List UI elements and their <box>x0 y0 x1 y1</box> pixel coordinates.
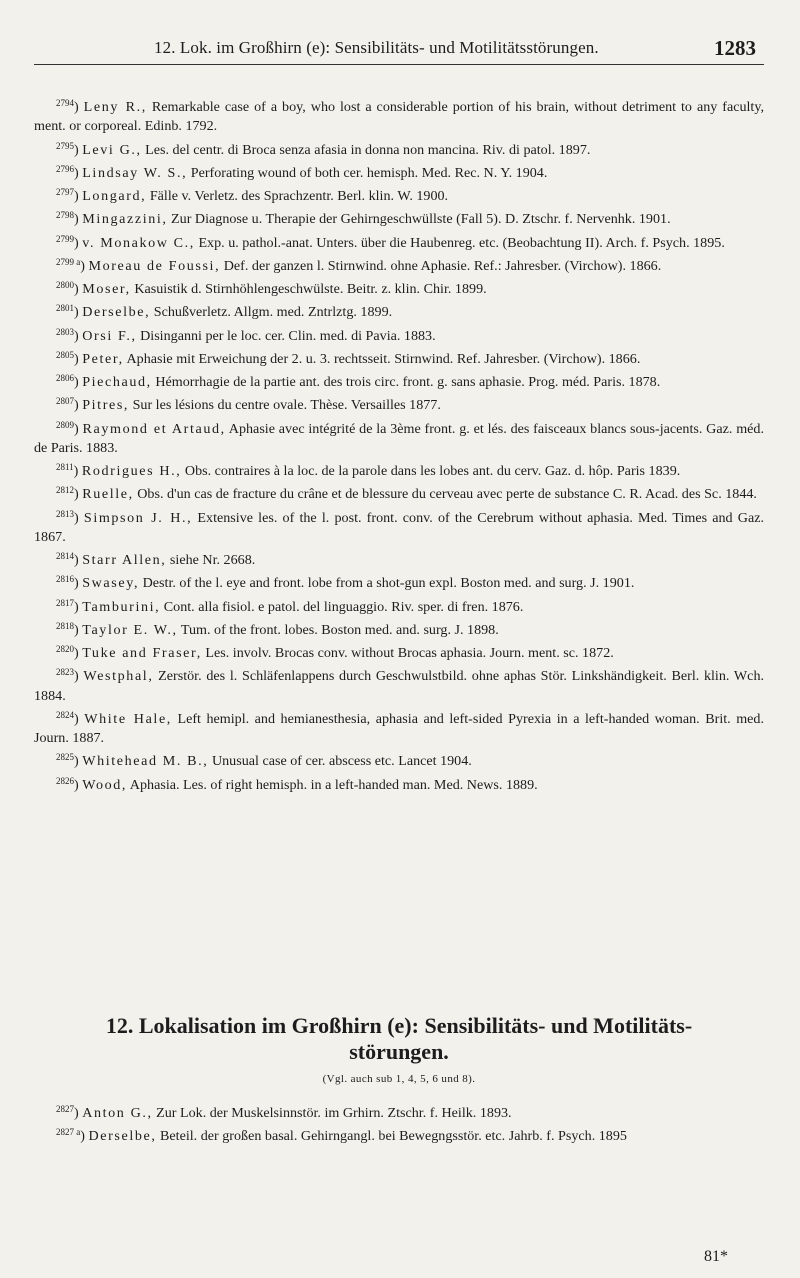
bibliography-entry <box>34 253 764 276</box>
entry-citation: Schußverletz. Allgm. med. Zntrlztg. 1899. <box>150 304 393 321</box>
entry-citation: Destr. of the l. eye and front. lobe from a shot-gun expl. Boston med. and surg. J. 1901. <box>139 575 635 592</box>
entry-number-paren: ) <box>74 188 83 204</box>
entry-citation: Zur Diagnose u. Therapie der Gehirngeschwüllste (Fall 5). D. Ztschr. f. Nervenhk. 1901. <box>167 211 671 228</box>
entry-number-paren: ) <box>74 304 83 321</box>
entry-citation: Extensive les. of the l. post. front. conv. of the Cerebrum without aphasia. Med. Times and Gaz. 1867. <box>34 509 764 545</box>
entry-number-paren: ) <box>74 776 83 793</box>
entry-author: Rodrigues H., <box>81 463 182 479</box>
entry-citation: Cont. alla fisiol. e patol. del linguaggio. Riv. sper. di fren. 1876. <box>160 598 524 615</box>
entry-number-paren: ) <box>74 99 84 115</box>
entry-number: 2809 <box>56 419 74 430</box>
entry-number: 2794 <box>56 98 74 108</box>
entry-author: Raymond et Artaud, <box>82 420 226 437</box>
entry-number: 2796 <box>56 163 74 174</box>
page-number: 1283 <box>714 36 756 60</box>
bibliography-entry <box>34 369 764 392</box>
bibliography-list-section-12 <box>34 1100 764 1147</box>
entry-author: Leny R., <box>83 99 147 115</box>
entry-author: Simpson J. H., <box>83 509 193 526</box>
entry-citation: Aphasia. Les. of right hemisph. in a left-handed man. Med. News. 1889. <box>127 776 538 793</box>
bibliography-entry <box>34 137 764 160</box>
entry-number: 2827 <box>56 1104 74 1114</box>
entry-citation: Obs. contraires à la loc. de la parole dans les lobes ant. du cerv. Gaz. d. hôp. Paris 1839. <box>181 463 681 479</box>
entry-number: 2803 <box>56 326 74 337</box>
entry-number: 2797 <box>56 187 74 197</box>
entry-citation: Hémorrhagie de la partie ant. des trois circ. front. g. sans aphasie. Prog. méd. Paris. 1878. <box>151 374 661 390</box>
entry-author: Derselbe, <box>82 304 151 321</box>
bibliography-entry <box>34 346 764 369</box>
entry-author: Moreau de Foussi, <box>88 257 221 274</box>
entry-citation: Sur les lésions du centre ovale. Thèse. Versailles 1877. <box>129 397 441 414</box>
entry-number: 2805 <box>56 349 74 360</box>
entry-author: Derselbe, <box>88 1128 157 1145</box>
entry-number: 2806 <box>56 373 74 383</box>
entry-author: Orsi F., <box>82 327 137 344</box>
entry-number: 2795 <box>56 140 74 151</box>
running-header <box>34 36 764 62</box>
bibliography-entry <box>34 748 764 771</box>
bibliography-entry <box>34 416 764 459</box>
bibliography-entry <box>34 570 764 593</box>
entry-number: 2814 <box>56 551 74 561</box>
bibliography-entry <box>34 481 764 504</box>
bibliography-entry <box>34 640 764 663</box>
entry-author: Levi G., <box>82 141 142 158</box>
bibliography-entry <box>34 276 764 299</box>
entry-number-paren: ) <box>74 211 83 228</box>
section-title <box>34 1013 764 1065</box>
entry-author: Mingazzini, <box>82 211 168 228</box>
bibliography-entry <box>34 94 764 137</box>
entry-number-paren: ) <box>74 710 85 727</box>
entry-number-paren: ) <box>73 463 82 479</box>
bibliography-entry <box>34 772 764 795</box>
entry-citation: Fälle v. Verletz. des Sprachzentr. Berl. klin. W. 1900. <box>146 188 449 204</box>
entry-citation: Beteil. der großen basal. Gehirngangl. bei Bewegngsstör. etc. Jahrb. f. Psych. 1895 <box>156 1128 627 1145</box>
entry-number-paren: ) <box>80 257 89 274</box>
entry-number-paren: ) <box>74 621 83 638</box>
entry-citation: Def. der ganzen l. Stirnwind. ohne Aphasie. Ref.: Jahresber. (Virchow). 1866. <box>220 257 662 274</box>
entry-author: Swasey, <box>82 575 140 592</box>
section-cross-reference: (Vgl. auch sub 1, 4, 5, 6 und 8). <box>322 1073 476 1085</box>
entry-number-paren: ) <box>74 552 83 568</box>
entry-number: 2812 <box>56 485 74 496</box>
entry-number: 2799 <box>56 233 74 244</box>
entry-number: 2813 <box>56 508 74 519</box>
bibliography-entry <box>34 206 764 229</box>
entry-number-paren: ) <box>74 753 83 770</box>
entry-number-paren: ) <box>74 234 83 251</box>
entry-number: 2807 <box>56 396 74 407</box>
entry-number: 2825 <box>56 752 74 763</box>
bibliography-entry <box>34 230 764 253</box>
entry-author: White Hale, <box>84 710 172 727</box>
entry-number: 2818 <box>56 620 74 631</box>
entry-number: 2827 a <box>56 1127 81 1138</box>
entry-author: Tamburini, <box>82 598 161 615</box>
bibliography-entry <box>34 547 764 570</box>
entry-number-paren: ) <box>74 575 83 592</box>
entry-number-paren: ) <box>74 327 83 344</box>
entry-number: 2799 a <box>56 256 81 267</box>
entry-number-paren: ) <box>74 397 83 414</box>
entry-citation: Left hemipl. and hemianesthesia, aphasia and left-sided Pyrexia in a left-handed woman. Brit. med. Journ. 1887. <box>34 710 764 746</box>
entry-citation: Kasuistik d. Stirnhöhlengeschwülste. Beitr. z. klin. Chir. 1899. <box>130 281 487 297</box>
running-title: 12. Lok. im Großhirn (e): Sensibilitäts- und Motilitätsstörungen. <box>154 38 599 57</box>
entry-number: 2824 <box>56 709 74 720</box>
entry-citation: Unusual case of cer. abscess etc. Lancet 1904. <box>208 753 472 770</box>
entry-citation: Remarkable case of a boy, who lost a considerable portion of his brain, without detriment to any faculty, ment. or corporeal. Edinb. 1792. <box>34 99 765 135</box>
entry-author: Wood, <box>82 776 128 793</box>
entry-number-paren: ) <box>74 645 83 661</box>
bibliography-list <box>34 94 764 795</box>
entry-number: 2798 <box>56 210 74 221</box>
section-title-line-1: 12. Lokalisation im Großhirn (e): Sensibilitäts- und Motilitäts- <box>105 1013 693 1038</box>
bibliography-entry <box>34 1100 764 1123</box>
entry-number-paren: ) <box>74 509 84 526</box>
entry-number-paren: ) <box>74 141 83 158</box>
entry-number-paren: ) <box>74 1105 83 1121</box>
entry-author: Longard, <box>82 188 147 204</box>
bibliography-entry <box>34 160 764 183</box>
bibliography-entry <box>34 663 764 706</box>
entry-number-paren: ) <box>74 598 83 615</box>
bibliography-entry <box>34 392 764 415</box>
entry-number-paren: ) <box>74 420 83 437</box>
entry-citation: Perforating wound of both cer. hemisph. Med. Rec. N. Y. 1904. <box>187 164 548 181</box>
entry-author: Westphal, <box>83 668 154 685</box>
entry-number-paren: ) <box>80 1128 89 1145</box>
entry-number: 2826 <box>56 775 74 786</box>
bibliography-entry <box>34 505 764 548</box>
entry-citation: Les. involv. Brocas conv. without Brocas aphasia. Journ. ment. sc. 1872. <box>201 645 614 661</box>
entry-citation: siehe Nr. 2668. <box>166 552 256 568</box>
entry-author: Piechaud, <box>82 374 152 390</box>
entry-number: 2817 <box>56 597 74 608</box>
bibliography-entry <box>34 594 764 617</box>
entry-author: Whitehead M. B., <box>82 753 209 770</box>
bibliography-entry <box>34 299 764 322</box>
entry-author: Pitres, <box>82 397 130 414</box>
entry-citation: Tum. of the front. lobes. Boston med. and. surg. J. 1898. <box>177 621 499 638</box>
bibliography-entry <box>34 1123 764 1146</box>
entry-citation: Zur Lok. der Muskelsinnstör. im Grhirn. Ztschr. f. Heilk. 1893. <box>152 1105 512 1121</box>
entry-citation: Aphasie avec intégrité de la 3ème front. g. et lés. des faisceaux blancs sous-jacents. Gaz. méd. de Paris. 1883. <box>34 420 764 456</box>
entry-author: Taylor E. W., <box>82 621 178 638</box>
header-rule <box>34 64 764 65</box>
entry-number: 2800 <box>56 280 74 290</box>
entry-number: 2811 <box>56 462 74 472</box>
bibliography-entry <box>34 323 764 346</box>
bibliography-entry <box>34 183 764 206</box>
entry-citation: Exp. u. pathol.-anat. Unters. über die Haubenreg. etc. (Beobachtung II). Arch. f. Psych. 1895. <box>194 234 725 251</box>
entry-citation: Obs. d'un cas de fracture du crâne et de blessure du cerveau avec perte de substance C. R. Acad. des Sc. 1844. <box>133 486 757 503</box>
entry-author: Moser, <box>82 281 131 297</box>
entry-author: Peter, <box>82 350 124 367</box>
entry-author: Anton G., <box>82 1105 153 1121</box>
entry-author: Lindsay W. S., <box>82 164 188 181</box>
entry-number-paren: ) <box>74 374 83 390</box>
entry-author: v. Monakow C., <box>82 234 195 251</box>
bibliography-entry <box>34 617 764 640</box>
signature-mark: 81* <box>704 1248 728 1265</box>
entry-number-paren: ) <box>74 668 84 685</box>
entry-citation: Aphasie mit Erweichung der 2. u. 3. rechtsseit. Stirnwind. Ref. Jahresber. (Virchow). 1866. <box>123 350 641 367</box>
entry-number-paren: ) <box>74 281 83 297</box>
entry-number-paren: ) <box>74 164 83 181</box>
bibliography-entry <box>34 706 764 749</box>
entry-number: 2801 <box>56 303 74 314</box>
entry-number: 2816 <box>56 574 74 585</box>
entry-number-paren: ) <box>74 486 83 503</box>
entry-author: Starr Allen, <box>82 552 167 568</box>
entry-author: Tuke and Fraser, <box>82 645 202 661</box>
entry-citation: Zerstör. des l. Schläfenlappens durch Geschwulstbild. ohne aphas Stör. Linkshändigkeit. Berl. klin. Wch. 1884. <box>34 668 765 704</box>
entry-number: 2820 <box>56 644 74 654</box>
bibliography-entry <box>34 458 764 481</box>
entry-number-paren: ) <box>74 350 83 367</box>
entry-citation: Les. del centr. di Broca senza afasia in donna non mancina. Riv. di patol. 1897. <box>141 141 591 158</box>
entry-number: 2823 <box>56 667 74 678</box>
section-title-line-2: störungen. <box>349 1039 449 1064</box>
entry-citation: Disinganni per le loc. cer. Clin. med. di Pavia. 1883. <box>136 327 436 344</box>
entry-author: Ruelle, <box>82 486 134 503</box>
